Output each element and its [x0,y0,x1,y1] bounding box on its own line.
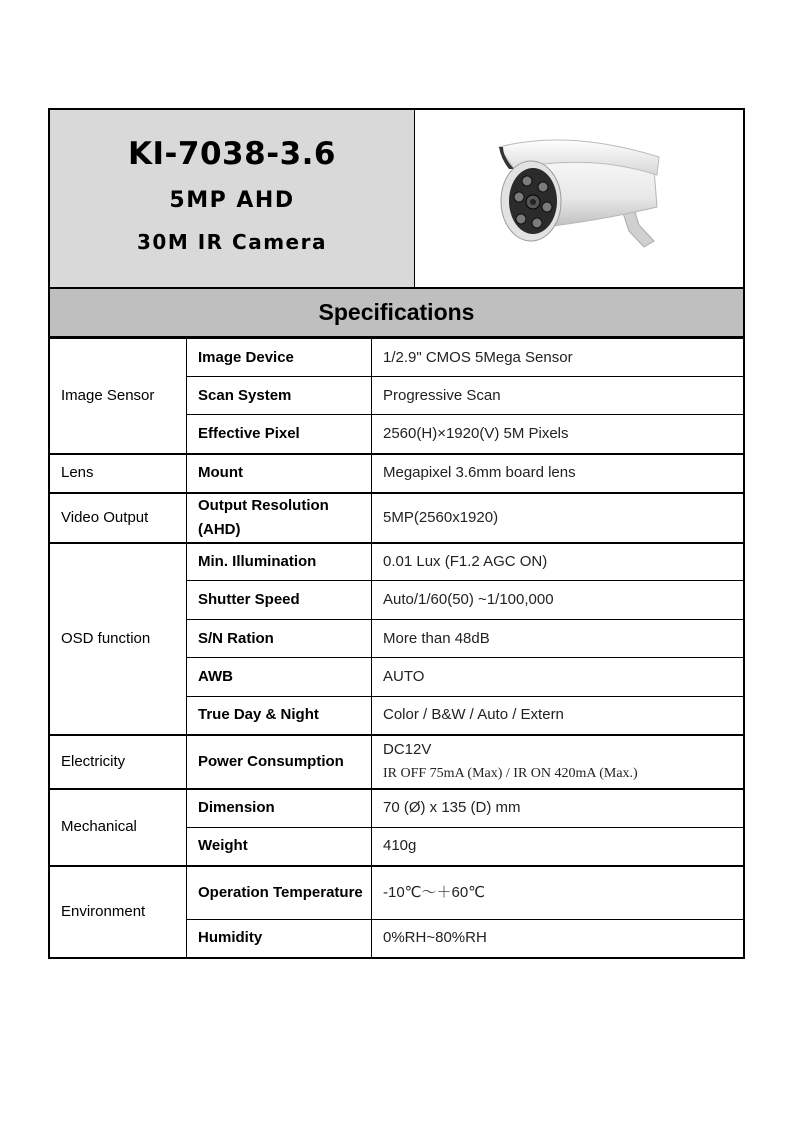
param-value-line-2: IR OFF 75mA (Max) / IR ON 420mA (Max.) [383,765,638,781]
param-label: True Day & Night [187,697,372,735]
param-value: 70 (Ø) x 135 (D) mm [372,789,745,828]
product-subtitle-2: 30M IR Camera [137,230,327,254]
param-value: Color / B&W / Auto / Extern [372,697,745,735]
param-value: Megapixel 3.6mm board lens [372,454,745,493]
param-value: Progressive Scan [372,377,745,415]
category-video-output: Video Output [49,493,187,543]
param-label: Operation Temperature [187,866,372,920]
param-label: Image Device [187,339,372,377]
product-subtitle-1: 5MP AHD [169,188,295,213]
model-number: KI-7038-3.6 [128,136,336,172]
param-value: 0%RH~80%RH [372,920,745,958]
param-value: 0.01 Lux (F1.2 AGC ON) [372,543,745,581]
table-row [49,543,744,581]
param-label: Scan System [187,377,372,415]
param-label: Shutter Speed [187,581,372,620]
param-value [372,735,745,789]
table-row [49,735,744,789]
category-mechanical: Mechanical [49,789,187,866]
product-image-panel [415,110,743,287]
param-value: More than 48dB [372,620,745,658]
param-value: AUTO [372,658,745,697]
product-header [48,108,745,289]
param-value: Auto/1/60(50) ~1/100,000 [372,581,745,620]
category-osd-function: OSD function [49,543,187,735]
param-value: 1/2.9" CMOS 5Mega Sensor [372,339,745,377]
spec-table [48,338,745,959]
table-row [49,789,744,828]
table-row [49,866,744,920]
table-row [49,339,744,377]
bullet-camera-icon [479,129,679,269]
param-label: AWB [187,658,372,697]
param-label: Mount [187,454,372,493]
category-lens: Lens [49,454,187,493]
param-label: Humidity [187,920,372,958]
product-title-panel [50,110,415,287]
param-value: -10℃～＋60℃ [372,866,745,920]
specifications-heading: Specifications [48,289,745,338]
param-label: Weight [187,828,372,866]
param-value: 5MP(2560x1920) [372,493,745,543]
param-label: Dimension [187,789,372,828]
category-environment: Environment [49,866,187,958]
param-value: 2560(H)×1920(V) 5M Pixels [372,415,745,454]
table-row [49,493,744,543]
param-label: Power Consumption [187,735,372,789]
spec-sheet [48,108,745,959]
category-image-sensor: Image Sensor [49,339,187,454]
param-label: Output Resolution (AHD) [187,493,372,543]
param-value: 410g [372,828,745,866]
param-label: Min. Illumination [187,543,372,581]
category-electricity: Electricity [49,735,187,789]
table-row [49,454,744,493]
param-value-line-1: DC12V [383,740,432,758]
param-label: Effective Pixel [187,415,372,454]
param-label: S/N Ration [187,620,372,658]
